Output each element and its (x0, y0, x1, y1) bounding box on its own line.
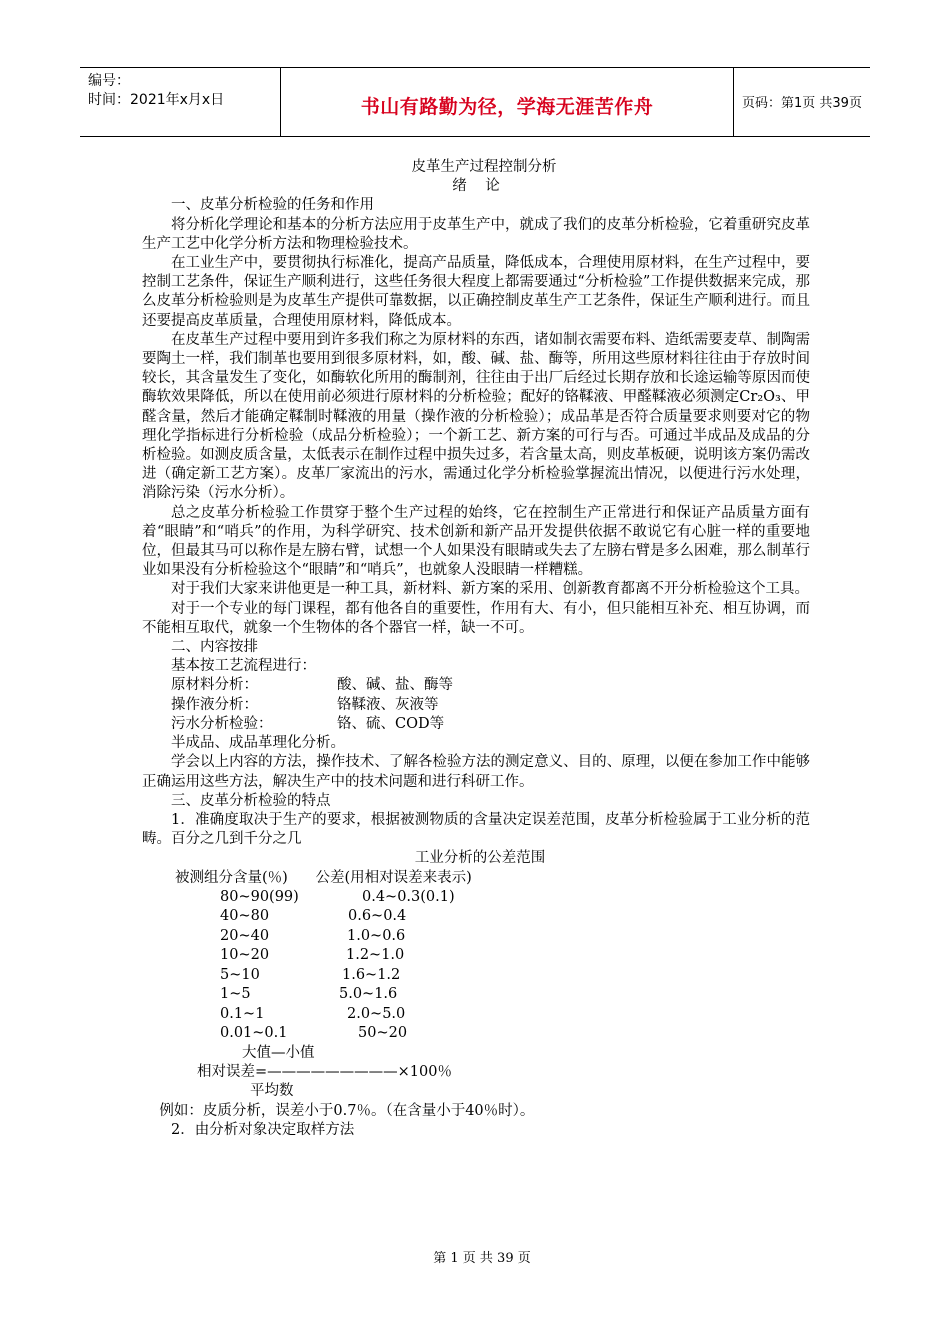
table-cell-content: 10~20 (220, 947, 270, 964)
table-row (142, 985, 810, 1005)
table-cell-content: 5~10 (220, 966, 260, 983)
section-heading: 一、皮革分析检验的任务和作用 (171, 197, 374, 214)
table-cell-tolerance: 1.6~1.2 (342, 966, 401, 983)
table-row (142, 888, 810, 908)
section-heading: 二、内容按排 (171, 639, 258, 656)
tolerance-table (142, 888, 810, 1044)
table-row (142, 946, 810, 966)
document-body (142, 158, 810, 1140)
content-item-value: 铬、硫、COD等 (337, 715, 445, 732)
header-page-label: 页码：第1页 共39页 (742, 96, 862, 111)
paragraph: 基本按工艺流程进行： (171, 658, 316, 675)
paragraph: 2．由分析对象决定取样方法 (171, 1121, 355, 1138)
section-heading: 三、皮革分析检验的特点 (171, 792, 331, 809)
table-cell-tolerance: 0.6~0.4 (348, 908, 407, 925)
content-item-value: 酸、碱、盐、酶等 (337, 677, 453, 694)
table-row (142, 966, 810, 986)
content-item-label: 污水分析检验： (171, 715, 273, 732)
paragraph: 半成品、成品革理化分析。 (171, 735, 345, 752)
paragraph: 总之皮革分析检验工作贯穿于整个生产过程的始终，它在控制生产正常进行和保证产品质量方面有着“眼睛”和“哨兵”的作用，为科学研究、技术创新和新产品开发提供依据不敢说它有心脏一样的重要地位，但最其马可以称作是左膀右臂，试想一个人如果没有眼睛或失去了左膀右臂是多么困难，那么制革行业如果没有分析检验这个“眼睛”和“哨兵”，也就象人没眼睛一样糟糕。 (142, 504, 810, 579)
table-cell-tolerance: 2.0~5.0 (347, 1005, 406, 1022)
table-cell-tolerance: 1.2~1.0 (346, 947, 405, 964)
table-cell-content: 40~80 (220, 908, 270, 925)
content-item (142, 676, 810, 695)
table-row (142, 907, 810, 927)
table-cell-tolerance: 5.0~1.6 (339, 986, 398, 1003)
header-motto: 书山有路勤为径，学海无涯苦作舟 (360, 96, 654, 118)
paragraph: 对于一个专业的每门课程，都有他各自的重要性，作用有大、有小，但只能相互补充、相互协调，而不能相互取代，就象一个生物体的各个器官一样，缺一不可。 (142, 600, 810, 636)
table-row (142, 927, 810, 947)
content-item-value: 铬鞣液、灰液等 (337, 696, 439, 713)
header-meta-cell (80, 68, 281, 136)
table-cell-tolerance: 1.0~0.6 (347, 927, 406, 944)
table-header: 被测组分含量(％) 公差(用相对误差来表示) (175, 869, 472, 886)
document-header (80, 67, 870, 137)
document-number-label: 编号： (88, 73, 130, 89)
content-item-label: 操作液分析： (171, 696, 258, 713)
table-cell-content: 1~5 (220, 986, 251, 1003)
content-item-label: 原材料分析： (171, 677, 258, 694)
formula-denominator: 平均数 (250, 1082, 294, 1099)
header-page-cell (734, 68, 870, 136)
table-cell-content: 80~90(99) (220, 888, 299, 905)
paragraph: 将分析化学理论和基本的分析方法应用于皮革生产中，就成了我们的皮革分析检验，它着重研究皮革生产工艺中化学分析方法和物理检验技术。 (142, 216, 810, 252)
document-time-label: 时间：2021年x月x日 (88, 92, 225, 108)
relative-error-formula (142, 1044, 810, 1102)
table-title: 工业分析的公差范围 (414, 850, 546, 867)
content-item (142, 696, 810, 715)
document-title: 皮革生产过程控制分析 (411, 159, 557, 175)
header-motto-cell (281, 68, 734, 136)
paragraph: 在皮革生产过程中要用到许多我们称之为原材料的东西，诸如制衣需要布料、造纸需要麦草、制陶需要陶土一样，我们制革也要用到很多原材料，如，酸、碱、盐、酶等，所用这些原材料往往由于存放时间较长，其含量发生了变化，如酶软化所用的酶制剂，往往由于出厂后经过长期存放和长途运输等原因而使酶软效果降低，所以在使用前必须进行原材料的分析检验；配好的铬鞣液、甲醛鞣液必须测定Cr₂O₃、甲醛含量，然后才能确定鞣制时鞣液的用量（操作液的分析检验）；成品革是否符合质量要求则要对它的物理化学指标进行分析检验（成品分析检验）；一个新工艺、新方案的可行与否。可通过半成品及成品的分析检验。如测皮质含量，太低表示在制作过程中损失过多，若含量太高，则皮革板硬，说明该方案仍需改进（确定新工艺方案）。皮革厂家流出的污水，需通过化学分析检验掌握流出情况，以便进行污水处理，消除污染（污水分析）。 (142, 331, 810, 502)
table-cell-content: 0.1~1 (220, 1005, 265, 1022)
formula-main: 相对误差=—————————×100％ (197, 1063, 452, 1080)
table-row (142, 1005, 810, 1025)
paragraph: 在工业生产中，要贯彻执行标准化，提高产品质量，降低成本，合理使用原材料，在生产过程中，要控制工艺条件，保证生产顺利进行，这些任务很大程度上都需要通过“分析检验”工作提供数据来完成，那么皮革分析检验则是为皮革生产提供可靠数据，以正确控制皮革生产工艺条件，保证生产顺利进行。而且还要提高皮革质量，合理使用原材料，降低成本。 (142, 255, 810, 329)
table-cell-content: 20~40 (220, 927, 270, 944)
table-cell-content: 0.01~0.1 (220, 1025, 288, 1042)
document-subtitle: 绪 论 (452, 178, 500, 195)
page-footer: 第 1 页 共 39 页 (433, 1251, 531, 1266)
paragraph: 学会以上内容的方法，操作技术、了解各检验方法的测定意义、目的、原理，以便在参加工作中能够正确运用这些方法，解决生产中的技术问题和进行科研工作。 (142, 754, 810, 790)
paragraph: 1．准确度取决于生产的要求，根据被测物质的含量决定误差范围，皮革分析检验属于工业分析的范畴。百分之几到千分之几 (142, 811, 810, 848)
table-cell-tolerance: 50~20 (358, 1025, 408, 1042)
content-item (142, 715, 810, 734)
table-cell-tolerance: 0.4~0.3(0.1) (362, 888, 455, 905)
formula-numerator: 大值—小值 (242, 1044, 315, 1061)
table-row (142, 1024, 810, 1044)
paragraph: 对于我们大家来讲他更是一种工具，新材料、新方案的采用、创新教育都离不开分析检验这个工具。 (171, 581, 809, 598)
paragraph: 例如：皮质分析，误差小于0.7％。（在含量小于40％时）。 (159, 1102, 535, 1119)
